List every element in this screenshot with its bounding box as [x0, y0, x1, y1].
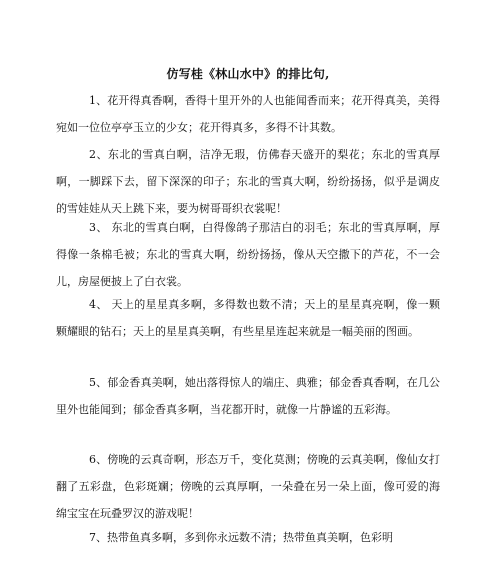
- paragraph-2: 2、东北的雪真白啊，洁净无瑕，仿佛春天盛开的梨花；东北的雪真厚啊，一脚踩下去，留下深深的印子；东北的雪真大啊，纷纷扬扬，似乎是调皮的雪娃娃从天上跳下来，要为树哥哥织衣裳呢！: [56, 148, 440, 216]
- paragraph-4: 4、 天上的星星真多啊，多得数也数不清；天上的星星真亮啊，像一颗颗耀眼的钻石；天上的星星真美啊，有些星星连起来就是一幅美丽的图画。: [56, 298, 440, 339]
- paragraph-7: 7、热带鱼真多啊，多到你永远数不清；热带鱼真美啊，色彩明: [89, 531, 393, 544]
- paragraph-6: 6、傍晚的云真奇啊，形态万千，变化莫测；傍晚的云真美啊，像仙女打翻了五彩盘，色彩斑斓；傍晚的云真厚啊，一朵叠在另一朵上面，像可爱的海绵宝宝在玩叠罗汉的游戏呢！: [56, 453, 440, 521]
- paragraph-1: 1、花开得真香啊，香得十里开外的人也能闻香而来；花开得真美，美得宛如一位位亭亭玉立的少女；花开得真多，多得不计其数。: [56, 94, 440, 135]
- paragraph-5: 5、郁金香真美啊，她出落得惊人的端庄、典雅；郁金香真香啊，在几公里外也能闻到；郁金香真多啊，当花都开时，就像一片静谧的五彩海。: [56, 376, 440, 417]
- document-title: 仿写桂《林山水中》的排比句,: [166, 67, 330, 81]
- paragraph-3: 3、 东北的雪真白啊，白得像鸽子那洁白的羽毛；东北的雪真厚啊，厚得像一条棉毛被；东北的雪真大啊，纷纷扬扬，像从天空撒下的芦花，不一会儿，房屋便披上了白衣裳。: [56, 221, 440, 289]
